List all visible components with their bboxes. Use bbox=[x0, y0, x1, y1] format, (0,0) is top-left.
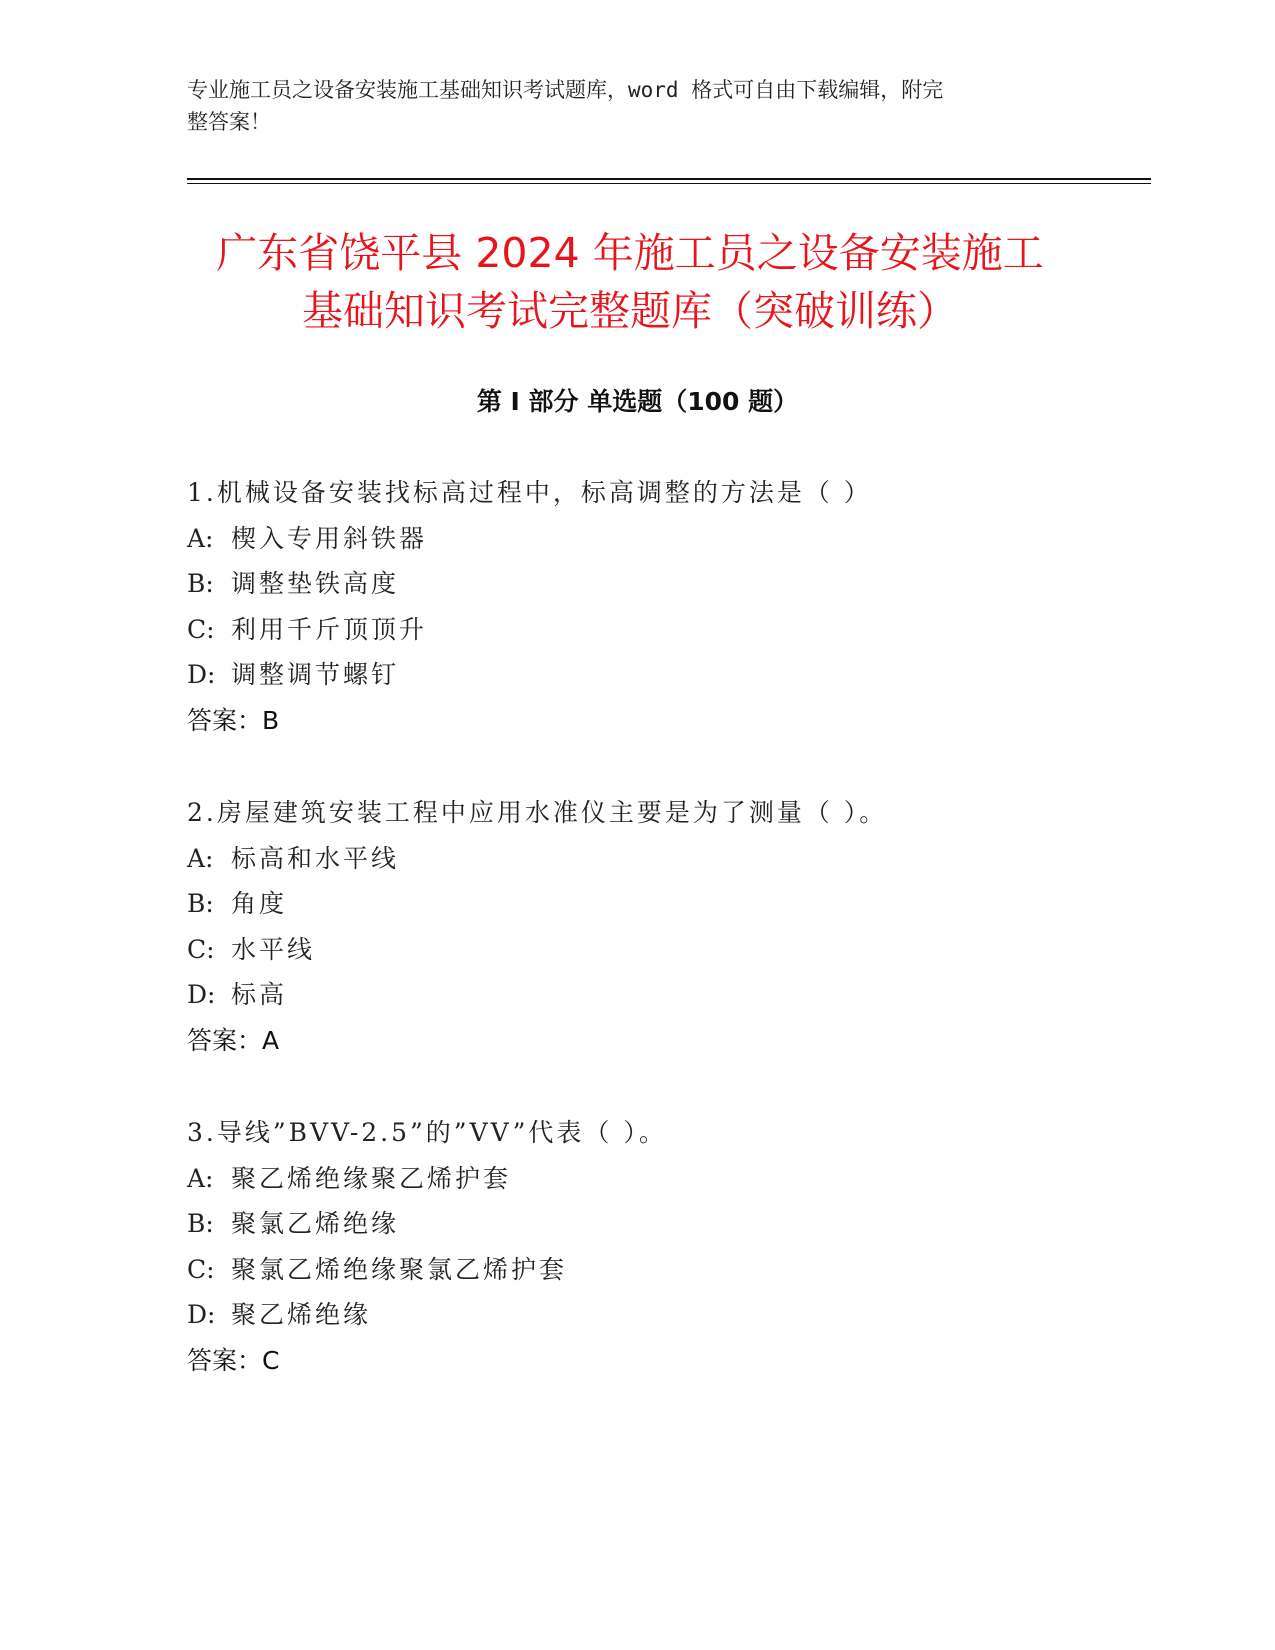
option-c bbox=[187, 927, 1147, 973]
option-b bbox=[187, 561, 1147, 607]
option-text: 聚乙烯绝缘 bbox=[231, 1300, 372, 1329]
option-key: D: bbox=[187, 1300, 216, 1329]
option-b bbox=[187, 1201, 1147, 1247]
option-text: 标高 bbox=[231, 980, 288, 1009]
option-c bbox=[187, 1247, 1147, 1293]
document-title-line-1: 广东省饶平县 2024 年施工员之设备安装施工 bbox=[216, 229, 1044, 277]
option-text: 聚氯乙烯绝缘 bbox=[231, 1209, 400, 1238]
option-text: 楔入专用斜铁器 bbox=[231, 523, 428, 553]
option-d bbox=[187, 1292, 1147, 1338]
option-key: C: bbox=[187, 934, 215, 964]
question-stem: 1.机械设备安装找标高过程中，标高调整的方法是（ ） bbox=[187, 478, 872, 507]
header-note bbox=[187, 74, 1067, 138]
document-title-line-2: 基础知识考试完整题库（突破训练） bbox=[302, 287, 958, 335]
question-1 bbox=[187, 470, 1147, 743]
option-d bbox=[187, 652, 1147, 698]
option-key: B: bbox=[187, 569, 214, 598]
option-text: 水平线 bbox=[231, 934, 316, 964]
option-key: B: bbox=[187, 889, 214, 918]
option-key: A: bbox=[187, 843, 214, 873]
option-b bbox=[187, 881, 1147, 927]
question-stem: 2.房屋建筑安装工程中应用水准仪主要是为了测量（ ）。 bbox=[187, 798, 888, 827]
option-text: 利用千斤顶顶升 bbox=[231, 614, 428, 644]
question-stem: 3.导线”BVV-2.5”的”VV”代表（ ）。 bbox=[187, 1118, 667, 1147]
option-key: D: bbox=[187, 660, 216, 689]
section-heading: 第 I 部分 单选题（100 题） bbox=[476, 387, 799, 416]
header-divider-thick bbox=[187, 178, 1151, 180]
document-title bbox=[150, 224, 1110, 340]
option-key: D: bbox=[187, 980, 216, 1009]
header-note-line-2: 整答案！ bbox=[187, 110, 271, 134]
option-c bbox=[187, 607, 1147, 653]
option-key: B: bbox=[187, 1209, 214, 1238]
option-text: 聚乙烯绝缘聚乙烯护套 bbox=[231, 1163, 512, 1193]
option-d bbox=[187, 972, 1147, 1018]
option-text: 调整调节螺钉 bbox=[231, 660, 400, 689]
header-divider-thin bbox=[187, 183, 1151, 184]
answer: 答案：A bbox=[187, 1025, 280, 1055]
option-text: 调整垫铁高度 bbox=[231, 569, 400, 598]
option-key: A: bbox=[187, 1163, 214, 1193]
option-key: A: bbox=[187, 523, 214, 553]
header-note-line-1: 专业施工员之设备安装施工基础知识考试题库，word 格式可自由下载编辑，附完 bbox=[187, 78, 944, 102]
answer: 答案：C bbox=[187, 1345, 280, 1375]
option-text: 标高和水平线 bbox=[231, 843, 400, 873]
answer: 答案：B bbox=[187, 705, 280, 735]
option-a bbox=[187, 1156, 1147, 1202]
option-a bbox=[187, 516, 1147, 562]
option-text: 聚氯乙烯绝缘聚氯乙烯护套 bbox=[231, 1254, 568, 1284]
option-key: C: bbox=[187, 614, 215, 644]
option-key: C: bbox=[187, 1254, 215, 1284]
question-3 bbox=[187, 1110, 1147, 1383]
question-2 bbox=[187, 790, 1147, 1063]
option-a bbox=[187, 836, 1147, 882]
option-text: 角度 bbox=[231, 889, 288, 918]
